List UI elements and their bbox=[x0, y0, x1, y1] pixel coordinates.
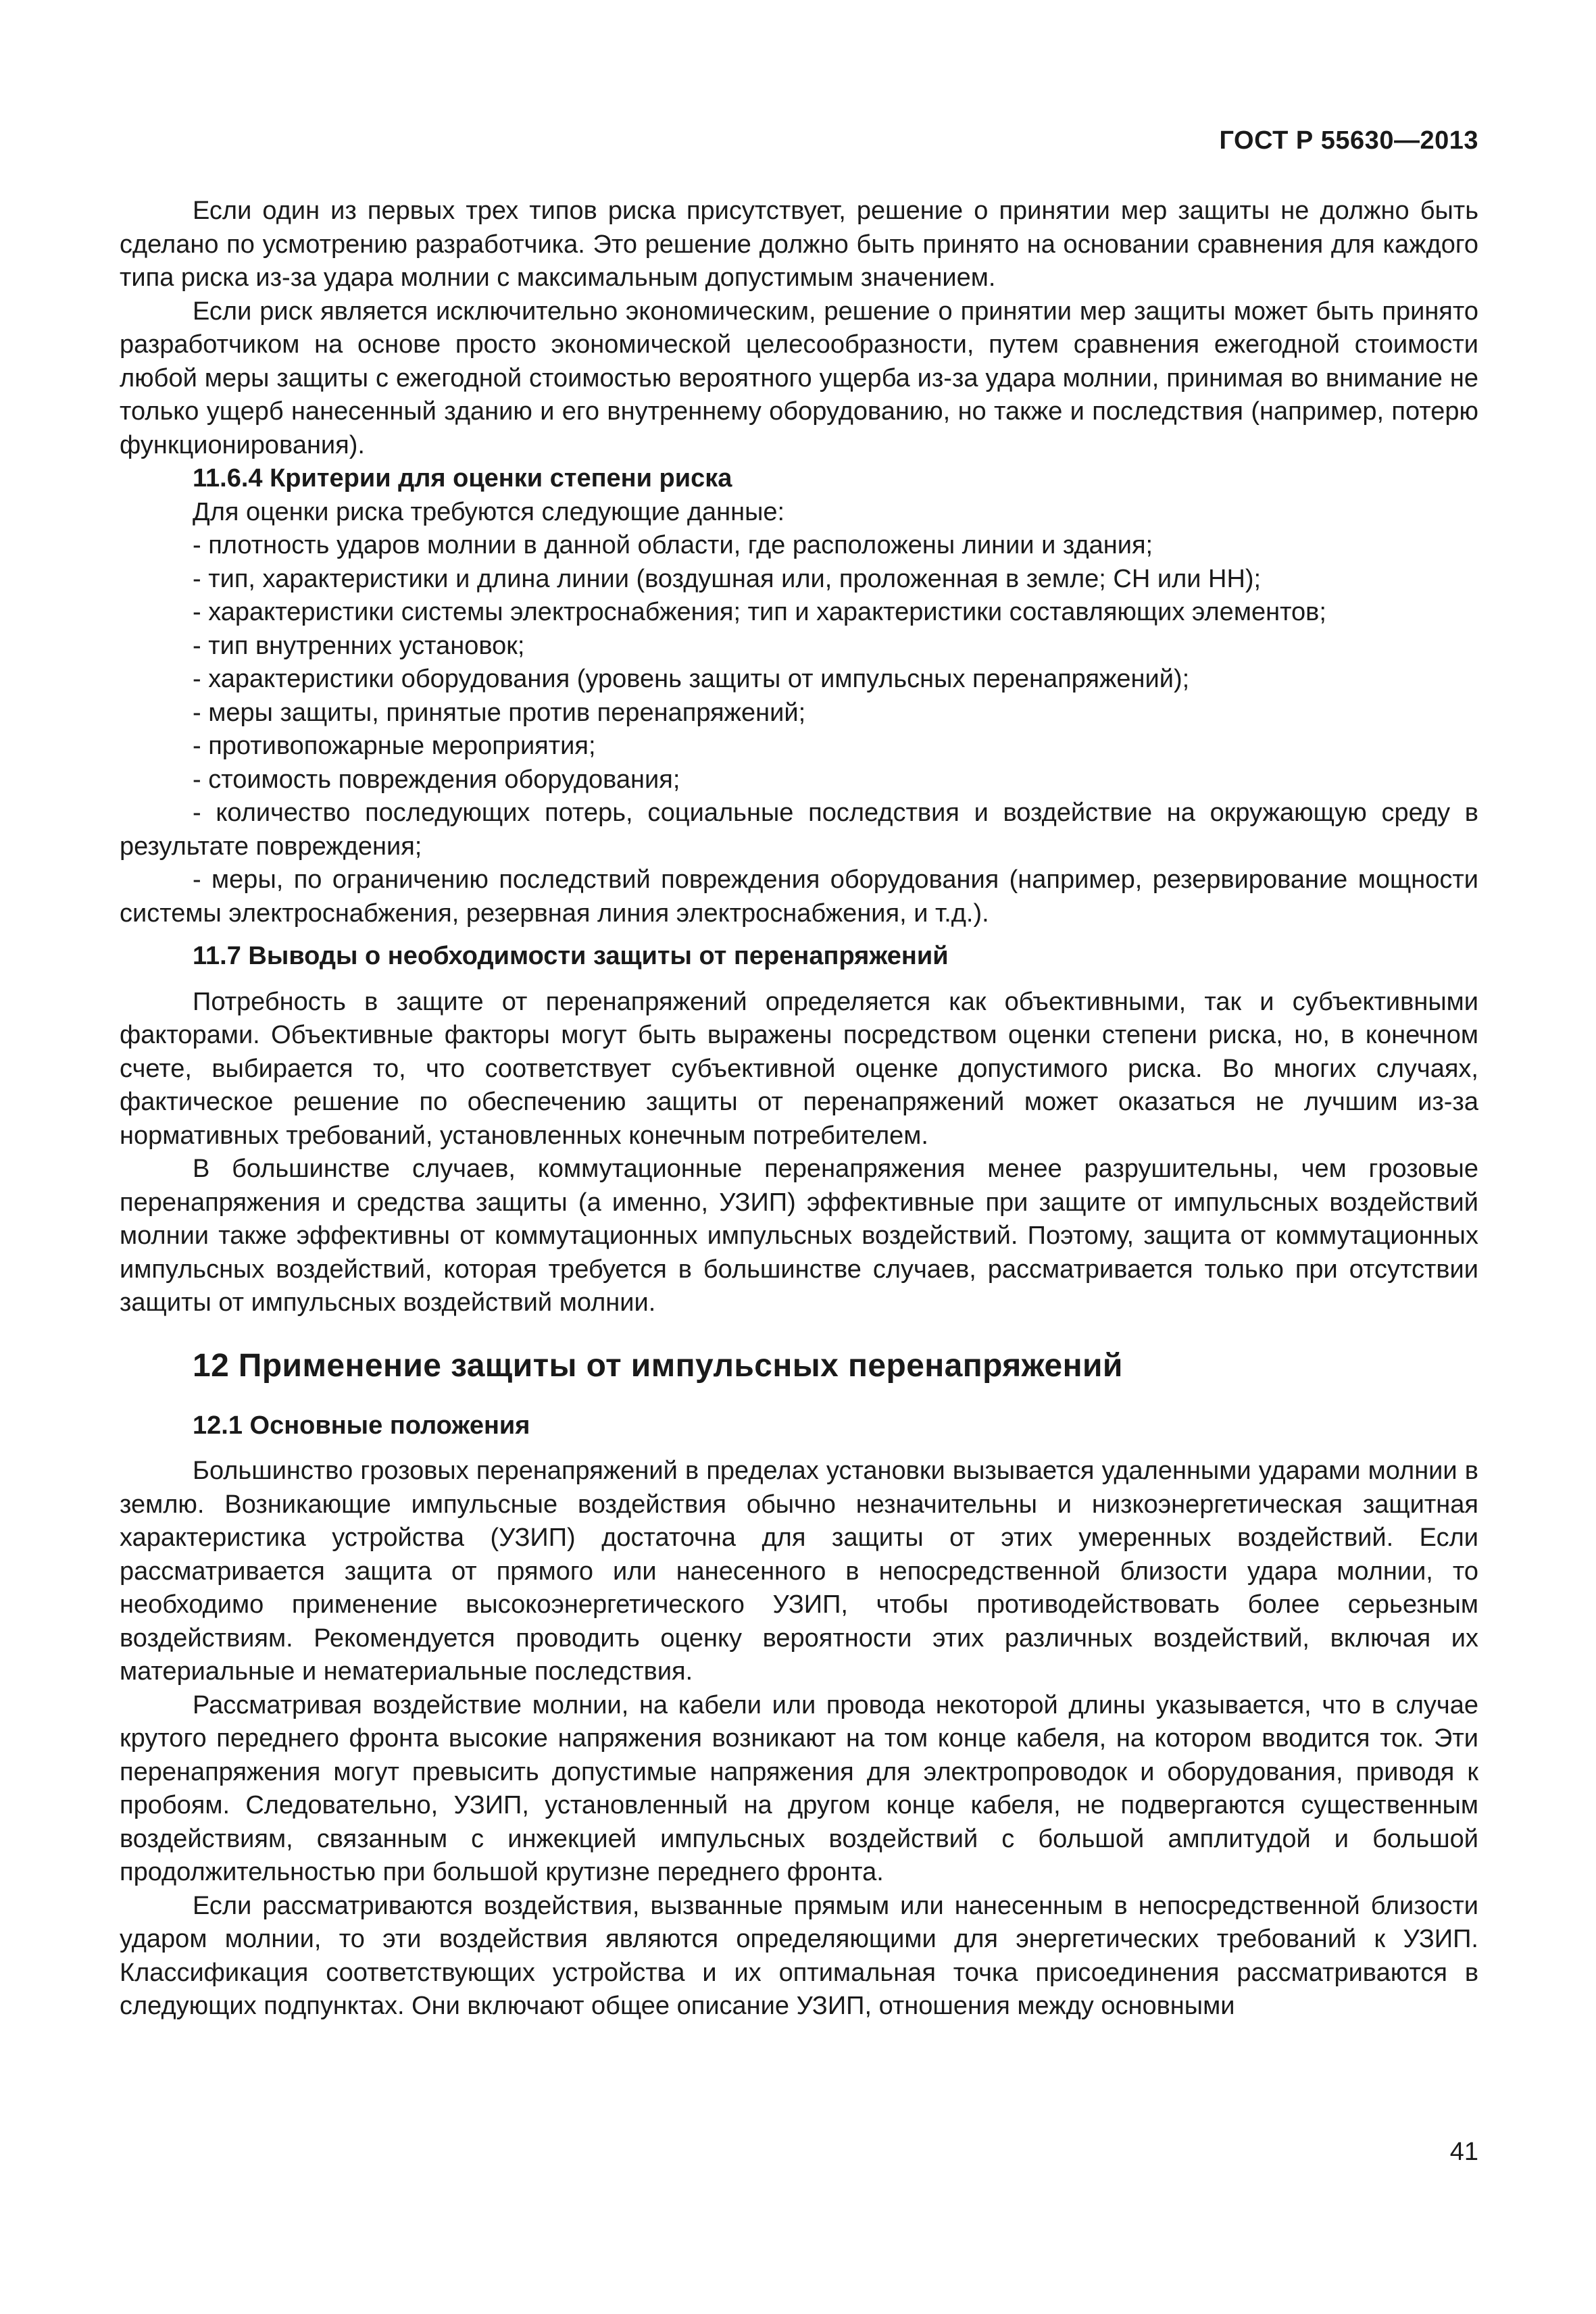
paragraph: Для оценки риска требуются следующие данные: bbox=[193, 497, 785, 526]
list-item: - меры, по ограничению последствий повреждения оборудования (например, резервирование мощности системы электроснабжения, резервная линия электроснабжения, и т.д.). bbox=[120, 865, 1478, 928]
paragraph: Если один из первых трех типов риска присутствует, решение о принятии мер защиты не должно быть сделано по усмотрению разработчика. Это решение должно быть принято на основании сравнения для каждого типа риска из-за удара молнии с максимальным допустимым значением. bbox=[120, 197, 1478, 292]
list-item: - противопожарные мероприятия; bbox=[193, 732, 596, 760]
page-number: 41 bbox=[1449, 2138, 1478, 2166]
list-item: - стоимость повреждения оборудования; bbox=[193, 765, 680, 794]
paragraph: В большинстве случаев, коммутационные перенапряжения менее разрушительны, чем грозовые перенапряжения и средства защиты (а именно, УЗИП) эффективные при защите от импульсных воздействий молнии также эффективны от коммутационных импульсных воздействий. Поэтому, защита от коммутационных импульсных воздействий, которая требуется в большинстве случаев, рассматривается только при отсутствии защиты от импульсных воздействий молнии. bbox=[120, 1155, 1478, 1317]
list-item: - количество последующих потерь, социальные последствия и воздействие на окружающую среду в результате повреждения; bbox=[120, 799, 1478, 861]
paragraph: Если риск является исключительно экономическим, решение о принятии мер защиты может быть принято разработчиком на основе просто экономической целесообразности, путем сравнения ежегодной стоимости любой меры защиты с ежегодной стоимостью вероятного ущерба из-за удара молнии, принимая во внимание не только ущерб нанесенный зданию и его внутреннему оборудованию, но также и последствия (например, потерю функционирования). bbox=[120, 297, 1478, 459]
criteria-list bbox=[120, 529, 1478, 930]
list-item: - меры защиты, принятые против перенапряжений; bbox=[193, 698, 806, 727]
paragraph: Если рассматриваются воздействия, вызванные прямым или нанесенным в непосредственной близости ударом молнии, то эти воздействия являются определяющими для энергетических требований к УЗИП. Классификация соответствующих устройства и их оптимальная точка присоединения рассматриваются в следующих подпунктах. Они включают общее описание УЗИП, отношения между основными bbox=[120, 1891, 1478, 2020]
paragraph: Потребность в защите от перенапряжений определяется как объективными, так и субъективными факторами. Объективные факторы могут быть выражены посредством оценки степени риска, но, в конечном счете, выбирается то, что соответствует субъективной оценке допустимого риска. Во многих случаях, фактическое решение по обеспечению защиты от перенапряжений может оказаться не лучшим из-за нормативных требований, установленных конечным потребителем. bbox=[120, 987, 1478, 1150]
section-heading-12: 12 Применение защиты от импульсных перенапряжений bbox=[193, 1347, 1123, 1384]
document-body bbox=[120, 195, 1478, 2023]
list-item: - тип внутренних установок; bbox=[193, 631, 525, 660]
paragraph: Большинство грозовых перенапряжений в пределах установки вызывается удаленными ударами молнии в землю. Возникающие импульсные воздействия обычно незначительны и низкоэнергетическая защитная характеристика устройства (УЗИП) достаточна для защиты от этих умеренных воздействий. Если рассматривается защита от прямого или нанесенного в непосредственной близости удара молнии, то необходимо применение высокоэнергетического УЗИП, чтобы противодействовать более серьезным воздействиям. Рекомендуется проводить оценку вероятности этих различных воздействий, включая их материальные и нематериальные последствия. bbox=[120, 1457, 1478, 1686]
list-item: - плотность ударов молнии в данной области, где расположены линии и здания; bbox=[193, 531, 1153, 559]
section-heading-11-7: 11.7 Выводы о необходимости защиты от перенапряжений bbox=[193, 942, 949, 970]
list-item: - характеристики системы электроснабжения; тип и характеристики составляющих элементов; bbox=[193, 598, 1326, 626]
paragraph: Рассматривая воздействие молнии, на кабели или провода некоторой длины указывается, что в случае крутого переднего фронта высокие напряжения возникают на том конце кабеля, на котором вводится ток. Эти перенапряжения могут превысить допустимые напряжения для электропроводок и оборудования, приводя к пробоям. Следовательно, УЗИП, установленный на другом конце кабеля, не подвергаются существенным воздействиям, связанным с инжекцией импульсных воздействий с большой амплитудой и большой продолжительностью при большой крутизне переднего фронта. bbox=[120, 1690, 1478, 1886]
section-heading-12-1: 12.1 Основные положения bbox=[193, 1411, 530, 1440]
list-item: - тип, характеристики и длина линии (воздушная или, проложенная в земле; СН или НН); bbox=[193, 564, 1262, 593]
list-item: - характеристики оборудования (уровень защиты от импульсных перенапряжений); bbox=[193, 665, 1190, 693]
section-heading-11-6-4: 11.6.4 Критерии для оценки степени риска bbox=[193, 464, 732, 493]
document-header: ГОСТ Р 55630—2013 bbox=[1219, 126, 1478, 155]
